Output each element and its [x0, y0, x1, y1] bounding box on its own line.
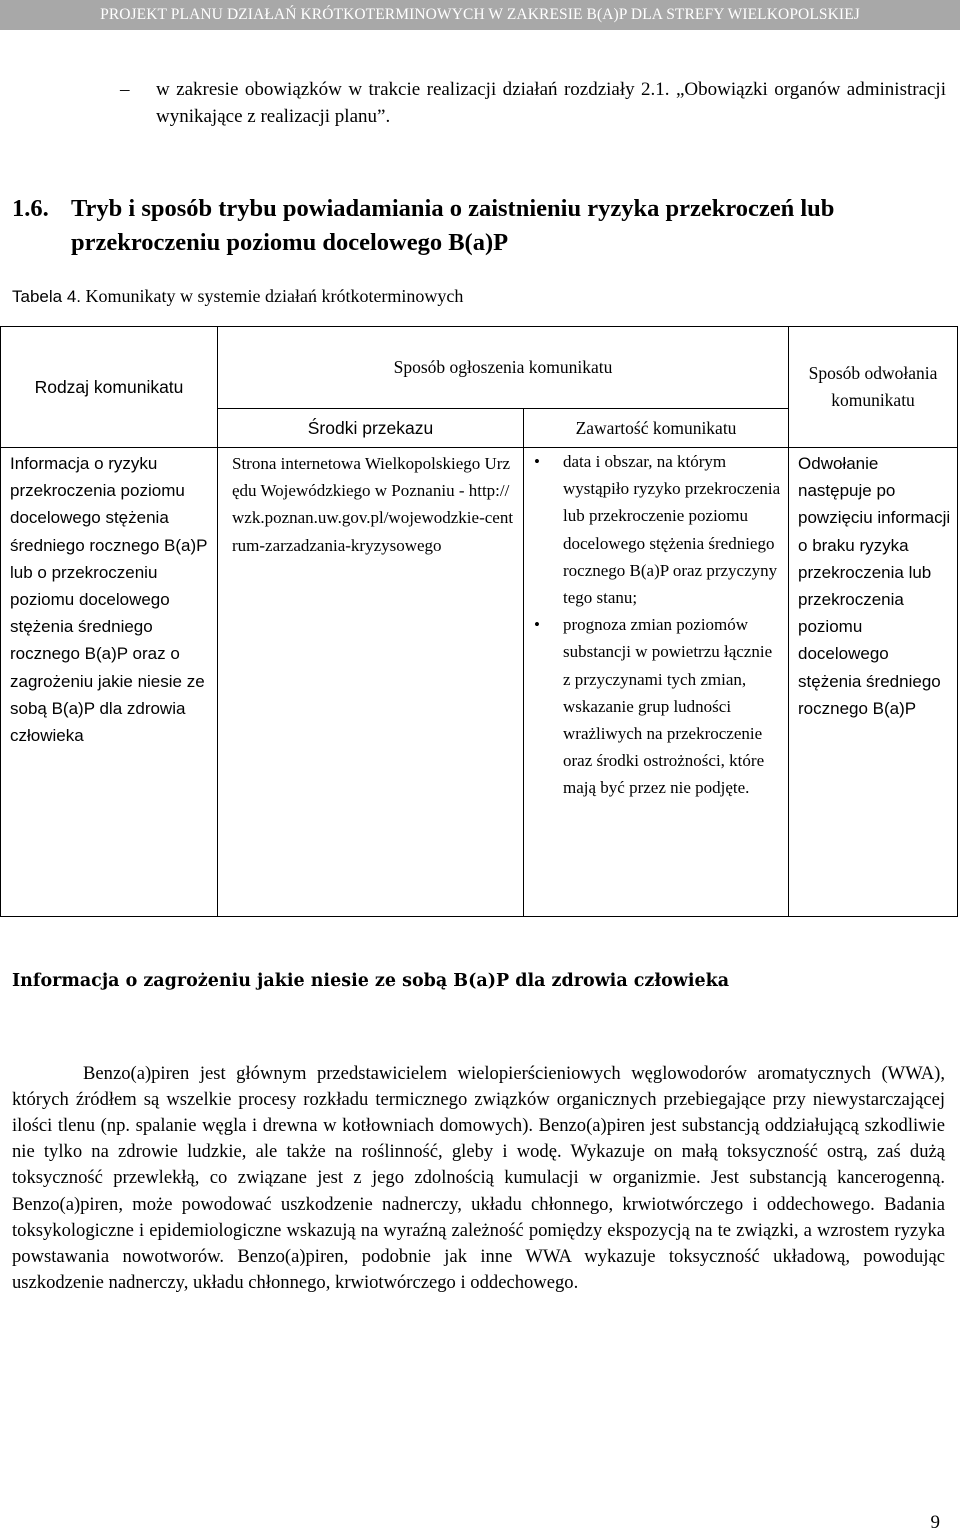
list-item-text: data i obszar, na którym wystąpiło ryzyko przekroczenia lub przekroczenie poziomu docelowego stężenia średniego rocznego B(a)P oraz przyczyny tego stanu; [563, 452, 781, 608]
cell-rodzaj: Informacja o ryzyku przekroczenia poziomu docelowego stężenia średniego rocznego B(a)P lub o przekroczeniu poziomu docelowego stężenia średniego rocznego B(a)P oraz o zagrożeniu jakie niesie ze sobą B(a)P dla zdrowia człowieka [1, 448, 218, 917]
bullet-mark: • [534, 615, 540, 635]
section-heading [12, 192, 948, 260]
communications-table [0, 326, 958, 917]
table-row [1, 448, 958, 917]
header-zawartosc-komunikatu: Zawartość komunikatu [524, 409, 789, 448]
header-srodki-przekazu: Środki przekazu [218, 409, 524, 448]
section-title: Tryb i sposób trybu powiadamiania o zaistnieniu ryzyka przekroczeń lub przekroczeniu poziomu docelowego B(a)P [71, 195, 835, 256]
list-item [524, 448, 782, 611]
running-header-text: PROJEKT PLANU DZIAŁAŃ KRÓTKOTERMINOWYCH W ZAKRESIE B(A)P DLA STREFY WIELKOPOLSKIEJ [100, 6, 860, 23]
cell-zawartosc [524, 448, 789, 917]
header-sposob-odwolania: Sposób odwołania komunikatu [789, 327, 958, 448]
list-item [524, 611, 782, 801]
list-item-text: prognoza zmian poziomów substancji w powietrzu łącznie z przyczynami tych zmian, wskazanie grup ludności wrażliwych na przekroczenie oraz środki ostrożności, które mają być przez nie podjęte. [563, 615, 773, 798]
table-caption [12, 283, 952, 310]
cell-srodki-przekazu: Strona internetowa Wielkopolskiego Urzędu Wojewódzkiego w Poznaniu - http://wzk.poznan.uw.gov.pl/wojewodzkie-centrum-zarzadzania-kryzysowego [218, 448, 524, 917]
dash-bullet: – [120, 79, 130, 100]
header-sposob-ogloszenia: Sposób ogłoszenia komunikatu [218, 327, 789, 409]
bullet-mark: • [534, 452, 540, 471]
zawartosc-list [524, 448, 788, 806]
section-number: 1.6. [12, 195, 49, 222]
table-caption-text: Komunikaty w systemie działań krótkoterminowych [81, 286, 464, 306]
info-heading: Informacja o zagrożeniu jakie niesie ze sobą B(a)P dla zdrowia człowieka [12, 971, 730, 991]
dash-list-item [120, 76, 946, 130]
running-header [0, 0, 960, 30]
header-rodzaj-komunikatu: Rodzaj komunikatu [1, 327, 218, 448]
body-paragraph: Benzo(a)piren jest głównym przedstawicielem wielopierścieniowych węglowodorów aromatycznych (WWA), których źródłem są wszelkie procesy rozkładu termicznego związków organicznych przebiegające przy niewystarczającej ilości tlenu (np. spalanie węgla i drewna w kotłowniach domowych). Benzo(a)piren jest substancją oddziałującą szkodliwie nie tylko na zdrowie ludzkie, ale także na roślinność, gleby i wodę. Wykazuje on małą toksyczność ostrą, zaś dużą toksyczność przewlekłą, co związane jest z jego zdolnością kumulacji w organizmie. Jest substancją kancerogenną. Benzo(a)piren, może powodować uszkodzenie nadnerczy, układu chłonnego, krwiotwórczego i oddechowego. Badania toksykologiczne i epidemiologiczne wskazują na wyraźną zależność pomiędzy ekspozycją na te związki, a wzrostem ryzyka powstawania nowotworów. Benzo(a)piren, podobnie jak inne WWA wykazuje toksyczność układową, powodując uszkodzenie nadnerczy, układu chłonnego, krwiotwórczego i oddechowego. [12, 1062, 945, 1294]
table-caption-label: Tabela 4. [12, 287, 81, 306]
dash-list-item-text: w zakresie obowiązków w trakcie realizacji działań rozdziały 2.1. „Obowiązki organów administracji wynikające z realizacji planu”. [156, 79, 946, 127]
page-number: 9 [930, 1512, 940, 1533]
cell-odwolanie: Odwołanie następuje po powzięciu informacji o braku ryzyka przekroczenia lub przekroczenia poziomu docelowego stężenia średniego rocznego B(a)P [789, 448, 958, 917]
